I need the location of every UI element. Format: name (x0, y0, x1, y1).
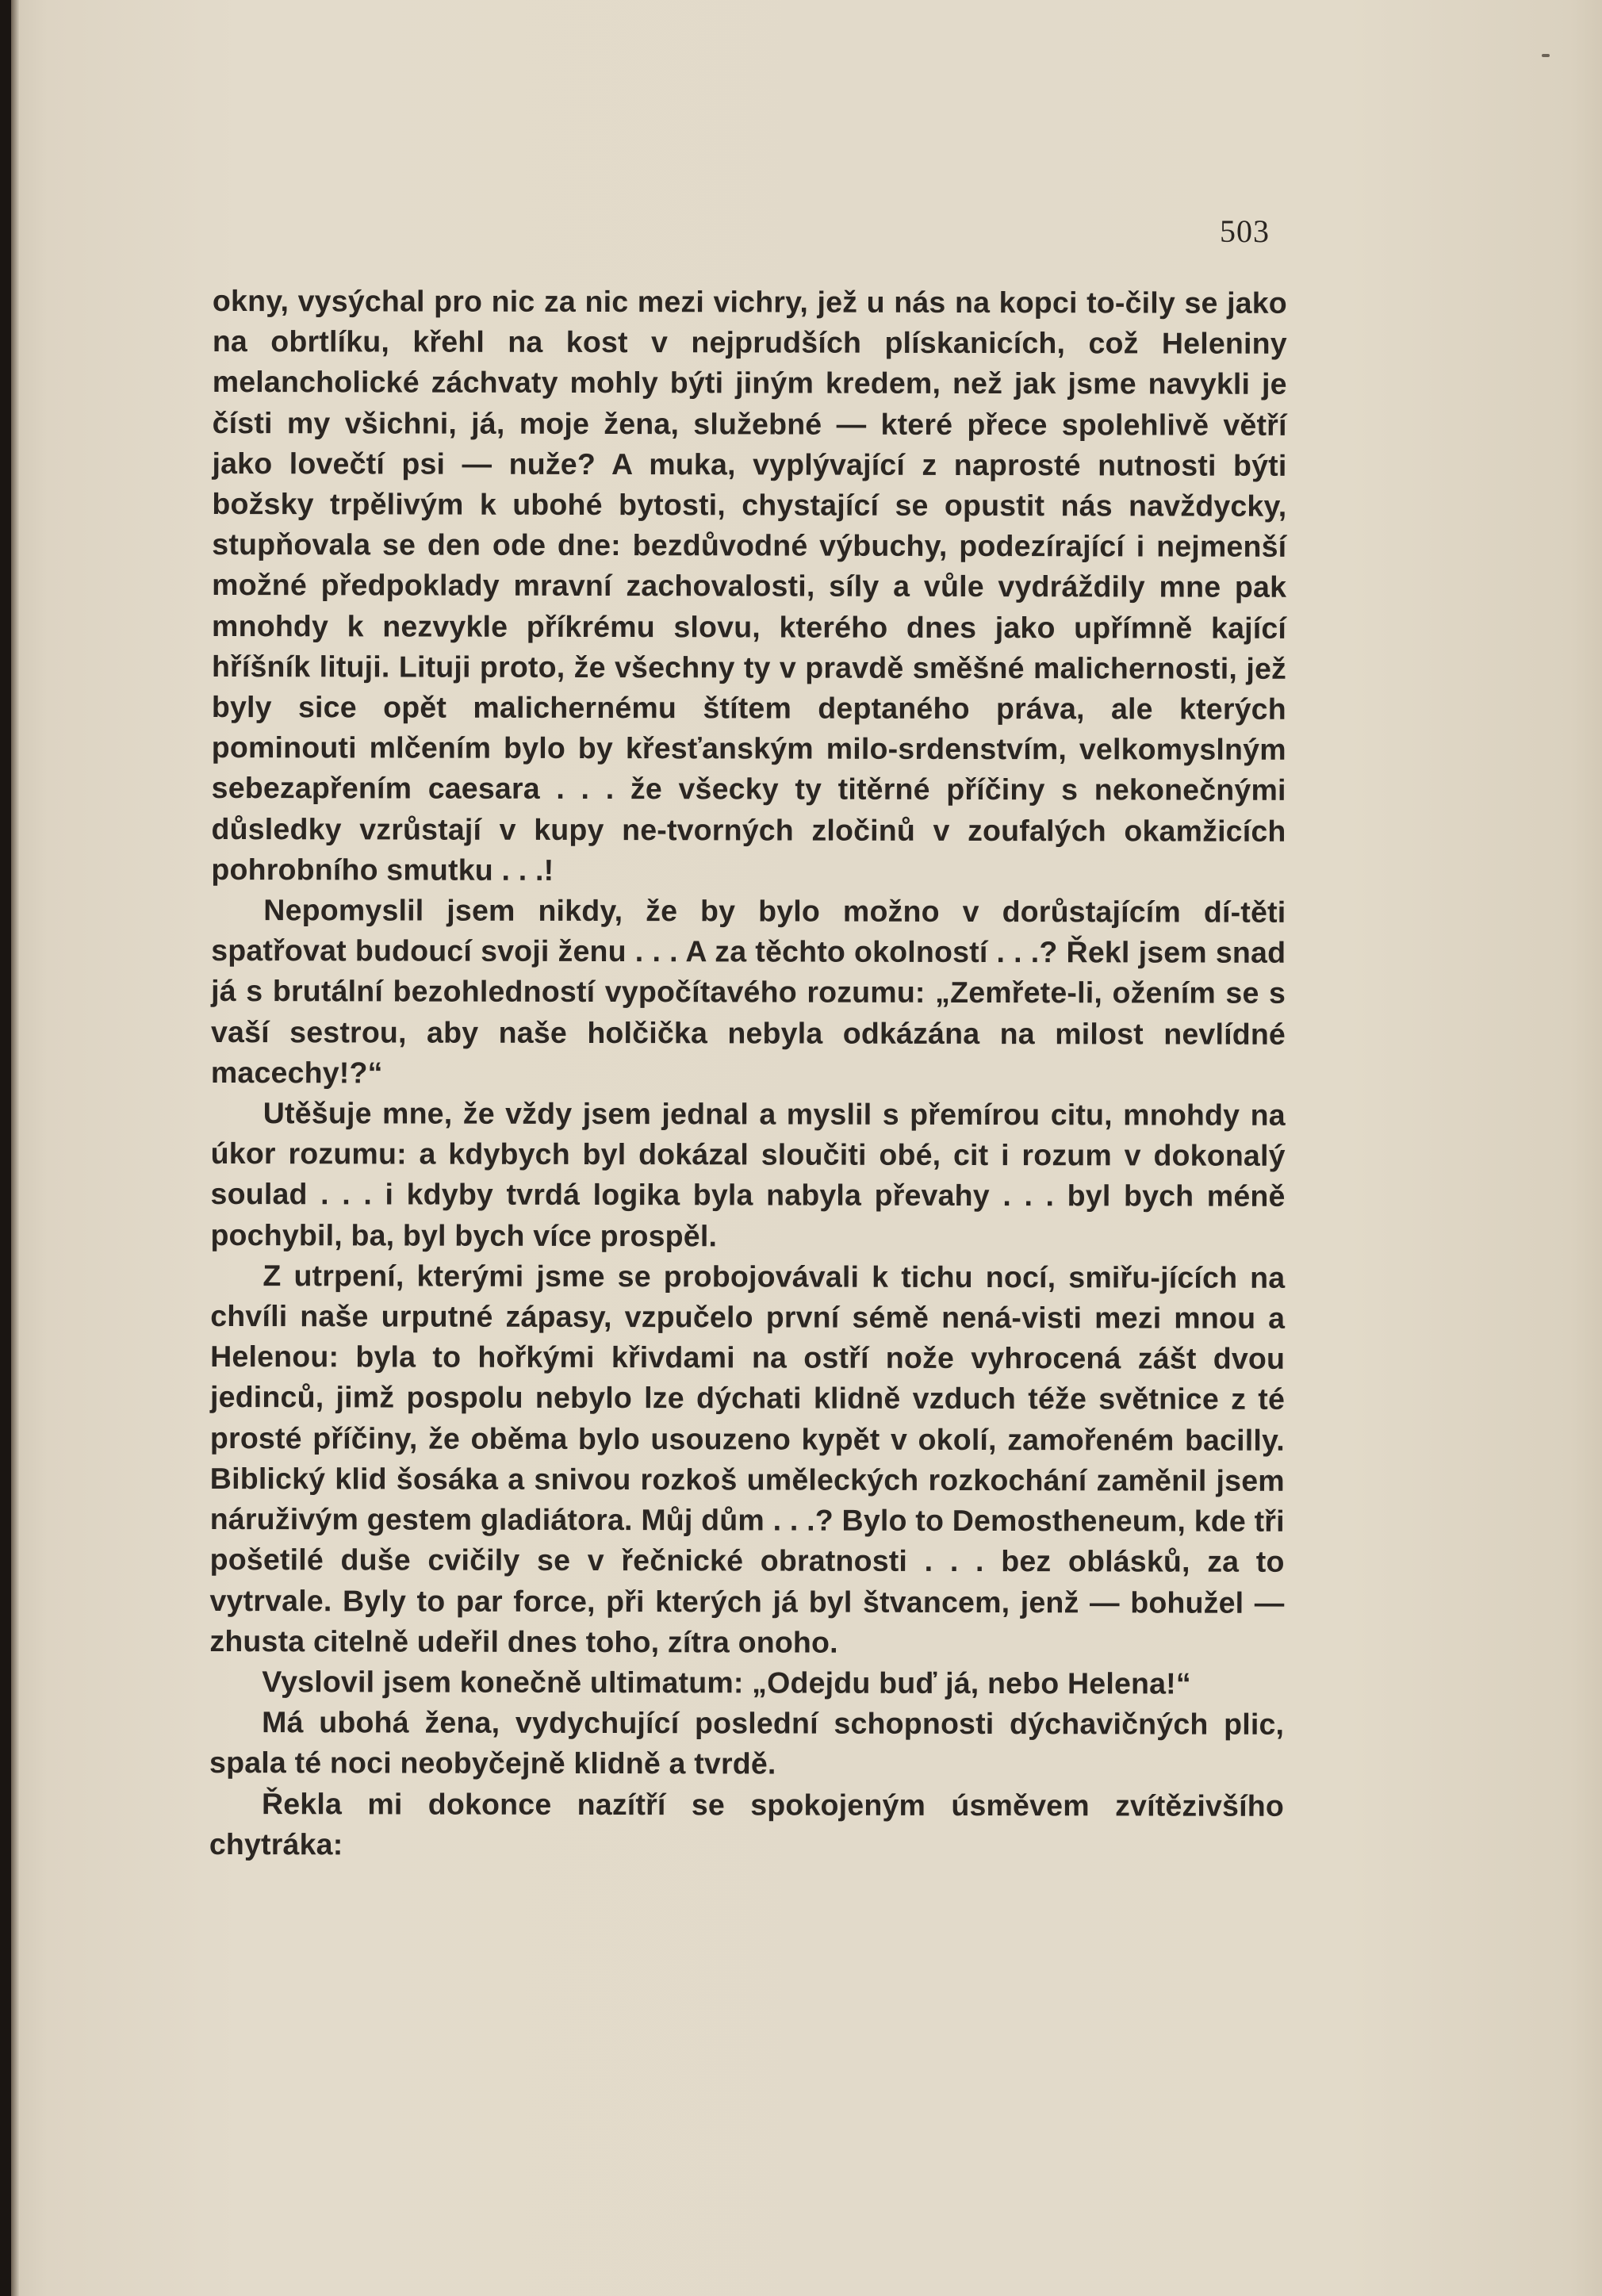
paragraph-3: Utěšuje mne, že vždy jsem jednal a myslil s přemírou citu, mnohdy na úkor rozumu: a kdybych byl dokázal sloučiti obé, cit i rozum v dokonalý soulad . . . i kdyby tvrdá logika byla nabyla převahy . . . byl bych méně pochybil, ba, byl bych více prospěl. (210, 1096, 1286, 1253)
page-number: 503 (1220, 213, 1270, 249)
paper-speck (1542, 54, 1550, 57)
binding-edge (0, 0, 11, 2296)
binding-shadow (11, 0, 19, 2296)
paragraph-7: Řekla mi dokonce nazítří se spokojeným úsměvem zvítězivšího chytráka: (209, 1786, 1285, 1861)
paragraph-4: Z utrpení, kterými jsme se probojovávali k tichu nocí, smiřu‑jících na chvíli naše urputné zápasy, vzpučelo první sémě nená‑visti mezi mnou a Helenou: byla to hořkými křivdami na ostří nože vyhrocená zášt dvou jedinců, jimž pospolu nebylo lze dýchati klidně vzduch téže světnice z té prosté příčiny, že oběma bylo usouzeno kypět v okolí, zamořeném bacilly. Biblický klid šosáka a snivou rozkoš uměleckých rozkochání zaměnil jsem náruživým gestem gladiátora. Můj dům . . .? Bylo to Demostheneum, kde tři pošetilé duše cvičily se v řečnické obratnosti . . . bez oblásků, za to vytrvale. Byly to par force, při kterých já byl štvancem, jenž — bohužel — zhusta citelně udeřil dnes toho, zítra onoho. (209, 1259, 1286, 1659)
paragraph-5: Vyslovil jsem konečně ultimatum: „Odejdu buď já, nebo Helena!“ (262, 1665, 1191, 1700)
body-text (209, 281, 1287, 1867)
paragraph-1: okny, vysýchal pro nic za nic mezi vichry, jež u nás na kopci to‑čily se jako na obrtlíku, křehl na kost v nejprudších plískanicích, což Heleniny melancholické záchvaty mohly býti jiným kredem, než jak jsme navykli je čísti my všichni, já, moje žena, služebné — které přece spolehlivě větří jako lovečtí psi — nuže? A muka, vyplývající z naprosté nutnosti býti božsky trpělivým k ubohé bytosti, chystající se opustit nás navždycky, stupňovala se den ode dne: bezdůvodné výbuchy, podezírající i nejmenší možné předpoklady mravní zachovalosti, síly a vůle vydráždily mne pak mnohdy k nezvykle příkrému slovu, kterého dnes jako upřímně kající hříšník lituji. Lituji proto, že všechny ty v pravdě směšné malichernosti, jež byly sice opět malichernému štítem deptaného práva, ale kterých pominouti mlčením bylo by křesťanským milo‑srdenstvím, velkomyslným sebezapřením caesara . . . že všecky ty titěrné příčiny s nekonečnými důsledky vzrůstají v kupy ne‑tvorných zločinů v zoufalých okamžicích pohrobního smutku . . .! (211, 284, 1287, 887)
paragraph-2: Nepomyslil jsem nikdy, že by bylo možno v dorůstajícím dí‑těti spatřovat budoucí svoji ženu . . . A za těchto okolností . . .? Řekl jsem snad já s brutální bezohledností vypočítavého rozumu: „Zemřete‑li, ožením se s vaší sestrou, aby naše holčička nebyla odkázána na milost nevlídné macechy!?“ (210, 893, 1286, 1090)
paragraph-6: Má ubohá žena, vydychující poslední schopnosti dýchavičných plic, spala té noci neobyčejně klidně a tvrdě. (209, 1705, 1285, 1780)
